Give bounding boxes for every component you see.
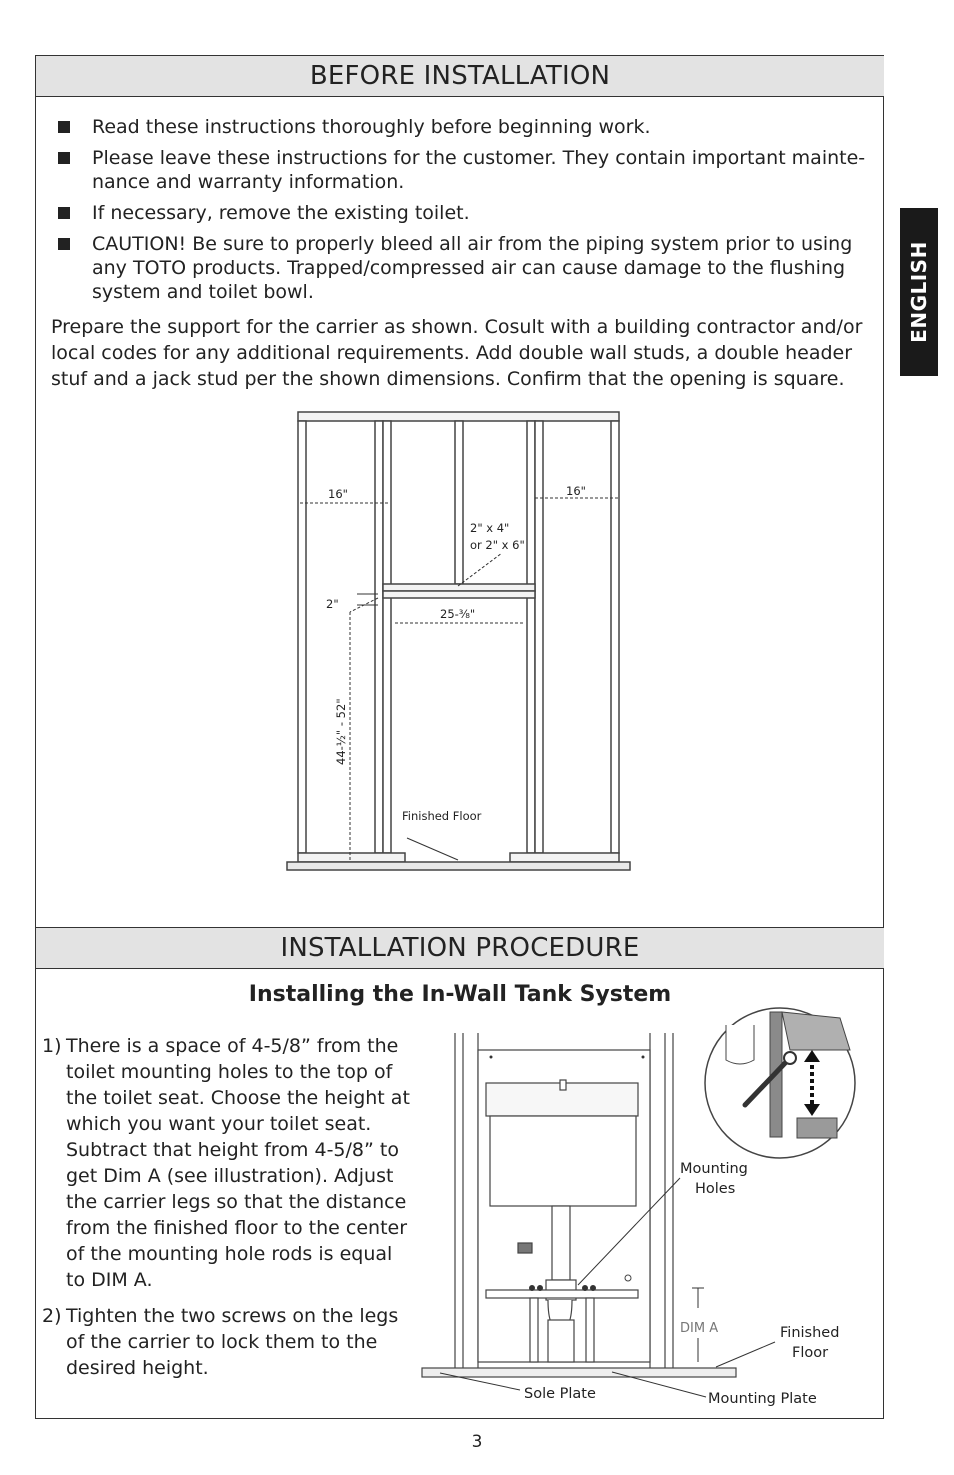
dim-height-label: 44-½" - 52" (334, 698, 348, 765)
language-tab (900, 208, 938, 376)
square-bullet-icon (58, 121, 70, 133)
finished-floor-label: Finished Floor (402, 809, 482, 823)
dim-opening-label: 25-⅜" (440, 607, 476, 621)
finished-floor-label-2: Floor (792, 1345, 829, 1361)
framing-diagram (280, 405, 640, 880)
prepare-paragraph: Prepare the support for the carrier as shown. Cosult with a building contractor and/or local codes for any additional requirements. Add double wall studs, a double header stuf and a jack stud per the shown dimensions. Confirm that the opening is square. (51, 316, 863, 390)
dim-header-label: 2" (326, 597, 339, 611)
square-bullet-icon (58, 238, 70, 250)
mounting-plate-label: Mounting Plate (708, 1391, 817, 1407)
tank-system-diagram (415, 1000, 875, 1410)
leg-detail-magnifier (705, 1008, 855, 1158)
step-text: Tighten the two screws on the legs of the carrier to lock them to the desired height. (66, 1305, 399, 1379)
step-number: 2) (42, 1305, 62, 1327)
bullet-item (56, 146, 871, 194)
bullet-text: CAUTION! Be sure to properly bleed all air from the piping system prior to using any TOTO products. Trapped/compressed air can cause damage to the flushing system and toilet bowl. (92, 233, 853, 303)
square-bullet-icon (58, 207, 70, 219)
bullet-item (56, 201, 871, 225)
step-item (42, 1303, 412, 1381)
lumber-size-label: 2" x 4" (470, 521, 510, 535)
installation-procedure-header: INSTALLATION PROCEDURE (36, 927, 884, 969)
step-item (42, 1033, 412, 1293)
mounting-holes-label-2: Holes (695, 1181, 736, 1197)
sole-plate-label: Sole Plate (524, 1386, 596, 1402)
dim-a-label: DIM A (680, 1321, 719, 1336)
bullet-text: Read these instructions thoroughly before beginning work. (92, 116, 651, 138)
subheading: Installing the In-Wall Tank System (248, 982, 672, 1007)
language-tab-label: ENGLISH (907, 241, 931, 343)
step-number: 1) (42, 1035, 62, 1057)
finished-floor-label-1: Finished (780, 1325, 840, 1341)
step-text: There is a space of 4-5/8” from the toilet mounting holes to the top of the toilet seat. Choose the height at which you want your toilet seat. Subtract that height from 4-5/8” to get Dim A (see illustration). Adjust the carrier legs so that the distance from the finished floor to the center of the mounting hole rods is equal to DIM A. (66, 1035, 410, 1291)
instruction-bullets (56, 115, 871, 311)
bullet-item (56, 115, 871, 139)
square-bullet-icon (58, 152, 70, 164)
dim-left-label: 16" (328, 487, 348, 501)
procedure-steps (42, 1033, 412, 1391)
lumber-size-alt-label: or 2" x 6" (470, 538, 525, 552)
page-number: 3 (471, 1432, 483, 1452)
mounting-holes-label-1: Mounting (680, 1161, 748, 1177)
bullet-text: If necessary, remove the existing toilet. (92, 202, 470, 224)
bullet-item (56, 232, 871, 304)
bullet-text: Please leave these instructions for the customer. They contain important mainte-nance and warranty information. (92, 147, 866, 193)
dim-right-label: 16" (566, 484, 586, 498)
before-installation-header: BEFORE INSTALLATION (36, 56, 884, 97)
